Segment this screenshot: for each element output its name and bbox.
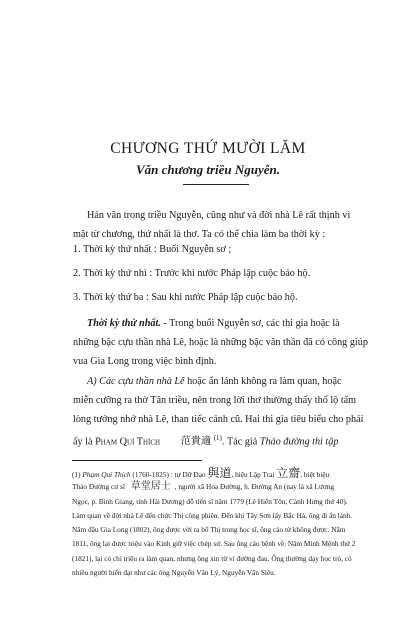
footnote-cjk: 與道 (207, 466, 232, 480)
period1-line (73, 314, 389, 333)
footnote-divider (72, 460, 202, 461)
chapter-title: CHƯƠNG THỨ MƯỜI LĂM (110, 140, 306, 157)
footnote-line (72, 480, 394, 494)
a-pre: ấy là (73, 436, 96, 448)
footnote-cjk: 立齋 (276, 466, 301, 480)
a-rest: hoặc ẩn lánh không ra làm quan, hoặc (184, 376, 342, 387)
author-name: Phạm Quí Thích (95, 436, 161, 448)
footnote-text: , người xã Hoa Đường, h. Đường An (nay là xã Lương (174, 482, 335, 492)
a-mid: . Tác giả (221, 436, 260, 448)
period1-line: những bậc cựu thần nhà Lê, hoặc là những bậc văn thần đã có công giúp (73, 337, 368, 348)
footnote-line: (1821), lại có chỉ triệu ra làm quan, nhưng ông xin từ vì đường đau. Ông thường dạy học trò, có (72, 553, 352, 563)
intro-line: Hán văn trong triều Nguyễn, cũng như và đời nhà Lê rất thịnh vì (87, 210, 351, 221)
footnote-line: nhiều người hiển đạt như các ông Nguyễn Văn Lý, Nguyễn Văn Siêu. (72, 568, 276, 578)
footnote-text: , hiệu Lập Trai (231, 470, 277, 479)
a-lead: Các cựu thần nhà Lê (99, 376, 185, 387)
footnote-number: (1) (72, 470, 83, 479)
footnote-line: 1811, ông lại được triệu vào Kinh giữ việc chép sử. Sau ông cáo bệnh về. Năm Minh Mệnh thứ 2 (72, 539, 356, 549)
period-list (73, 240, 389, 259)
footnote-cjk: 草堂居士 (130, 481, 171, 493)
a-line: lòng tưởng nhớ nhà Lê, than tiếc cảnh cũ. Hai thi gia tiêu biểu cho phái (73, 414, 364, 425)
period-list-2 (73, 264, 389, 283)
footnote-line: Năm đầu Gia Long (1802), ông được vời ra bổ Thị trung học sĩ, ông cáo từ không được. Năm (72, 525, 346, 535)
period1-paragraph (73, 314, 389, 371)
section-title: Văn chương triều Nguyễn. (135, 162, 281, 177)
footnote (72, 466, 394, 580)
footnote-ref: (1) (213, 434, 222, 442)
footnote-name: Phạm Quí Thích (82, 470, 131, 479)
author-cjk: 范貴適 (180, 436, 212, 448)
work-title: Thảo đường thi tập (259, 436, 339, 448)
a-line (73, 372, 389, 391)
period1-lead: Thời kỳ thứ nhất. (87, 318, 161, 329)
footnote-text: Thảo Đường cư sĩ (72, 482, 127, 492)
a-line (73, 429, 389, 448)
footnote-text: (1760-1825) : tự Dữ Đạo (130, 470, 208, 479)
footnote-line (72, 466, 394, 480)
footnote-line: Ngọc, p. Bình Giang, tỉnh Hải Dương) đỗ tiến sĩ năm 1779 (Lê Hiển Tôn, Cảnh Hưng thứ 40). (72, 496, 348, 506)
period-item: 3. Thời kỳ thứ ba : Sau khi nước Pháp lập cuộc bảo hộ. (73, 292, 298, 303)
period-item: 1. Thời kỳ thứ nhất : Buổi Nguyễn sơ ; (73, 244, 232, 255)
title-divider (183, 184, 249, 185)
period-list-3 (73, 288, 389, 307)
a-line: miễn cưỡng ra thờ Tân triều, nên trong lời thơ thường thấy thổ lộ tấm (73, 395, 357, 406)
intro-line: mặt từ chương, thứ nhất là thơ. Ta có thể chia làm ba thời kỳ : (73, 229, 326, 240)
intro-paragraph (73, 206, 389, 244)
period1-line: vua Gia Long trong việc bình định. (73, 356, 217, 367)
a-paragraph (73, 372, 389, 448)
period-item: 2. Thời kỳ thứ nhì : Trước khi nước Pháp lập cuộc bảo hộ. (73, 268, 311, 279)
a-marker: A) (87, 376, 97, 387)
footnote-line: Làm quan về đời nhà Lê đến chức Thị công phiên. Đến khi Tây Sơn lấy Bắc Hà, ông đi ẩn lánh. (72, 510, 353, 520)
footnote-text: , biệt hiệu (300, 470, 330, 479)
period1-rest: - Trong buổi Nguyễn sơ, các thi gia hoặc là (160, 318, 340, 329)
